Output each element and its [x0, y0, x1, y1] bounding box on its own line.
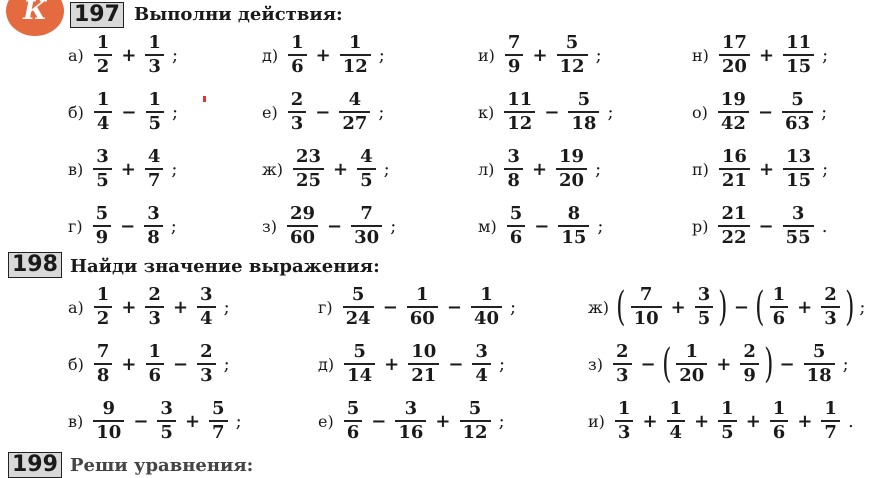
item-label: и) — [588, 411, 605, 431]
right-paren: ) — [718, 284, 728, 330]
fraction: $\frac{19}{42}$ — [718, 91, 749, 133]
punctuation: ; — [842, 353, 849, 375]
fraction: $\frac{1}{7}$ — [821, 400, 840, 442]
fraction: $\frac{7}{30}$ — [351, 205, 382, 247]
fraction: $\frac{1}{6}$ — [770, 286, 789, 328]
operator: + — [758, 44, 775, 66]
expression-197-2 — [68, 91, 178, 133]
item-label: ж) — [588, 297, 609, 317]
expression-197-7 — [262, 148, 390, 190]
item-label: д) — [318, 354, 335, 374]
punctuation: ; — [595, 44, 602, 66]
operator: + — [670, 296, 686, 318]
operator: − — [315, 101, 331, 123]
item-label: е) — [262, 102, 278, 122]
operator: + — [435, 410, 451, 432]
exercise-number-199: 199 — [8, 452, 62, 478]
fraction: $\frac{5}{14}$ — [344, 343, 375, 385]
fraction: $\frac{16}{21}$ — [719, 148, 750, 190]
fraction: $\frac{5}{7}$ — [209, 400, 228, 442]
item-label: г) — [68, 216, 83, 236]
operator: − — [779, 353, 795, 375]
punctuation: . — [821, 215, 828, 237]
item-label: и) — [478, 45, 495, 65]
fraction: $\frac{7}{9}$ — [505, 34, 524, 76]
operator: + — [716, 353, 732, 375]
fraction: $\frac{4}{27}$ — [339, 91, 370, 133]
item-label: н) — [692, 45, 709, 65]
fraction: $\frac{5}{6}$ — [507, 205, 526, 247]
expression-198-e — [318, 400, 505, 442]
item-label: а) — [68, 297, 84, 317]
fraction: $\frac{2}{3}$ — [613, 343, 632, 385]
fraction: $\frac{3}{4}$ — [472, 343, 491, 385]
punctuation: ; — [235, 410, 242, 432]
fraction: $\frac{19}{20}$ — [556, 148, 587, 190]
expression-197-1 — [68, 34, 178, 76]
fraction: $\frac{3}{8}$ — [504, 148, 523, 190]
punctuation: ; — [171, 158, 178, 180]
item-label: р) — [692, 216, 709, 236]
punctuation: ; — [821, 101, 828, 123]
punctuation: ; — [223, 353, 230, 375]
expression-197-3 — [68, 148, 177, 190]
fraction: $\frac{5}{6}$ — [344, 400, 363, 442]
fraction: $\frac{29}{60}$ — [287, 205, 318, 247]
operator: − — [173, 353, 189, 375]
punctuation: ; — [510, 296, 517, 318]
fraction: $\frac{2}{3}$ — [197, 343, 216, 385]
operator: + — [532, 44, 548, 66]
operator: + — [120, 158, 136, 180]
operator: − — [382, 296, 398, 318]
fraction: $\frac{3}{5}$ — [695, 286, 714, 328]
fraction: $\frac{13}{15}$ — [783, 148, 814, 190]
expression-198-v — [68, 400, 242, 442]
item-label: ж) — [262, 159, 283, 179]
item-label: г) — [318, 297, 333, 317]
right-paren: ) — [764, 341, 774, 387]
expression-197-5 — [262, 34, 385, 76]
operator: − — [544, 101, 560, 123]
fraction: $\frac{5}{18}$ — [804, 343, 835, 385]
chapter-letter-badge: К — [6, 0, 64, 36]
punctuation: ; — [597, 215, 604, 237]
item-label: е) — [318, 411, 334, 431]
item-label: з) — [588, 354, 603, 374]
punctuation: ; — [170, 215, 177, 237]
expression-197-6 — [262, 91, 384, 133]
fraction: $\frac{8}{15}$ — [558, 205, 589, 247]
item-label: в) — [68, 411, 84, 431]
exercise-number-198: 198 — [8, 252, 62, 278]
fraction: $\frac{3}{8}$ — [144, 205, 163, 247]
fraction: $\frac{1}{6}$ — [146, 343, 165, 385]
fraction: $\frac{9}{10}$ — [93, 400, 124, 442]
fraction: $\frac{17}{20}$ — [719, 34, 750, 76]
fraction: $\frac{10}{21}$ — [408, 343, 439, 385]
expression-198-a — [68, 286, 230, 328]
fraction: $\frac{3}{5}$ — [157, 400, 176, 442]
fraction: $\frac{1}{2}$ — [94, 286, 113, 328]
operator: + — [315, 44, 331, 66]
fraction: $\frac{1}{6}$ — [288, 34, 307, 76]
punctuation: ; — [378, 101, 385, 123]
operator: − — [758, 215, 774, 237]
operator: + — [184, 410, 201, 432]
operator: + — [642, 410, 658, 432]
operator: − — [121, 101, 137, 123]
fraction: $\frac{1}{3}$ — [615, 400, 634, 442]
punctuation: ; — [390, 215, 397, 237]
item-label: б) — [68, 354, 84, 374]
fraction: $\frac{21}{22}$ — [718, 205, 749, 247]
operator: + — [694, 410, 710, 432]
fraction: $\frac{1}{4}$ — [94, 91, 113, 133]
fraction: $\frac{3}{5}$ — [93, 148, 112, 190]
left-paren: ( — [661, 341, 672, 387]
fraction: $\frac{5}{63}$ — [782, 91, 813, 133]
punctuation: ; — [595, 158, 602, 180]
operator: − — [133, 410, 149, 432]
operator: + — [172, 296, 189, 318]
fraction: $\frac{2}{3}$ — [145, 286, 164, 328]
fraction: $\frac{1}{20}$ — [676, 343, 707, 385]
item-label: к) — [478, 102, 495, 122]
item-label: м) — [478, 216, 497, 236]
expression-197-14 — [692, 91, 827, 133]
operator: − — [448, 353, 464, 375]
fraction: $\frac{3}{4}$ — [197, 286, 216, 328]
operator: + — [758, 158, 775, 180]
fraction: $\frac{5}{9}$ — [93, 205, 112, 247]
fraction: $\frac{1}{3}$ — [145, 34, 164, 76]
fraction: $\frac{11}{12}$ — [504, 91, 535, 133]
fraction: $\frac{7}{8}$ — [94, 343, 113, 385]
fraction: $\frac{1}{5}$ — [146, 91, 165, 133]
fraction: $\frac{7}{10}$ — [631, 286, 662, 328]
red-mark — [203, 96, 206, 102]
fraction: $\frac{1}{6}$ — [770, 400, 789, 442]
punctuation: ; — [172, 101, 179, 123]
punctuation: ; — [498, 410, 505, 432]
punctuation: ; — [607, 101, 614, 123]
expression-197-13 — [692, 34, 828, 76]
item-label: б) — [68, 102, 84, 122]
operator: + — [797, 410, 813, 432]
operator: − — [640, 353, 656, 375]
fraction: $\frac{2}{9}$ — [740, 343, 759, 385]
exercise-197-heading: Выполни действия: — [134, 4, 343, 25]
left-paren: ( — [616, 284, 626, 330]
expression-198-d — [318, 343, 505, 385]
operator: + — [531, 158, 548, 180]
operator: + — [121, 44, 137, 66]
item-label: о) — [692, 102, 708, 122]
expression-198-i — [588, 400, 854, 442]
operator: + — [797, 296, 813, 318]
left-paren: ( — [755, 284, 765, 330]
fraction: $\frac{2}{3}$ — [821, 286, 840, 328]
punctuation: . — [847, 410, 854, 432]
punctuation: ; — [859, 296, 866, 318]
operator: + — [121, 296, 137, 318]
operator: + — [121, 353, 137, 375]
punctuation: ; — [498, 353, 506, 375]
operator: + — [745, 410, 761, 432]
operator: + — [333, 158, 349, 180]
operator: − — [371, 410, 387, 432]
expression-198-zh — [588, 286, 865, 328]
expression-197-11 — [478, 148, 601, 190]
item-label: а) — [68, 45, 84, 65]
fraction: $\frac{11}{15}$ — [783, 34, 814, 76]
fraction: $\frac{3}{16}$ — [395, 400, 426, 442]
fraction: $\frac{23}{25}$ — [293, 148, 324, 190]
punctuation: ; — [378, 44, 385, 66]
punctuation: ; — [822, 158, 829, 180]
punctuation: ; — [223, 296, 230, 318]
right-paren: ) — [844, 284, 855, 330]
punctuation: ; — [171, 44, 179, 66]
item-label: л) — [478, 159, 495, 179]
expression-197-4 — [68, 205, 177, 247]
operator: − — [757, 101, 774, 123]
operator: − — [534, 215, 550, 237]
fraction: $\frac{1}{60}$ — [407, 286, 438, 328]
fraction: $\frac{5}{18}$ — [568, 91, 599, 133]
fraction: $\frac{5}{12}$ — [460, 400, 491, 442]
fraction: $\frac{2}{3}$ — [288, 91, 307, 133]
expression-197-15 — [692, 148, 828, 190]
item-label: п) — [692, 159, 709, 179]
exercise-number-197: 197 — [70, 2, 124, 28]
fraction: $\frac{1}{12}$ — [340, 34, 371, 76]
punctuation: ; — [383, 158, 390, 180]
expression-198-z — [588, 343, 849, 385]
fraction: $\frac{1}{2}$ — [94, 34, 113, 76]
item-label: в) — [68, 159, 84, 179]
fraction: $\frac{1}{4}$ — [667, 400, 686, 442]
expression-197-10 — [478, 91, 614, 133]
exercise-199-heading: Реши уравнения: — [70, 455, 254, 476]
punctuation: ; — [822, 44, 829, 66]
fraction: $\frac{5}{24}$ — [343, 286, 374, 328]
operator: − — [327, 215, 343, 237]
expression-198-b — [68, 343, 230, 385]
expression-197-8 — [262, 205, 396, 247]
operator: + — [384, 353, 400, 375]
operator: − — [120, 215, 136, 237]
fraction: $\frac{3}{55}$ — [783, 205, 814, 247]
operator: − — [446, 296, 462, 318]
expression-197-9 — [478, 34, 602, 76]
expression-198-g — [318, 286, 516, 328]
item-label: з) — [262, 216, 277, 236]
expression-197-16 — [692, 205, 827, 247]
fraction: $\frac{1}{40}$ — [471, 286, 502, 328]
operator: − — [733, 296, 749, 318]
fraction: $\frac{4}{7}$ — [145, 148, 164, 190]
fraction: $\frac{4}{5}$ — [357, 148, 376, 190]
exercise-198-heading: Найди значение выражения: — [70, 256, 380, 277]
fraction: $\frac{1}{5}$ — [718, 400, 737, 442]
expression-197-12 — [478, 205, 603, 247]
item-label: д) — [262, 45, 279, 65]
fraction: $\frac{5}{12}$ — [557, 34, 588, 76]
